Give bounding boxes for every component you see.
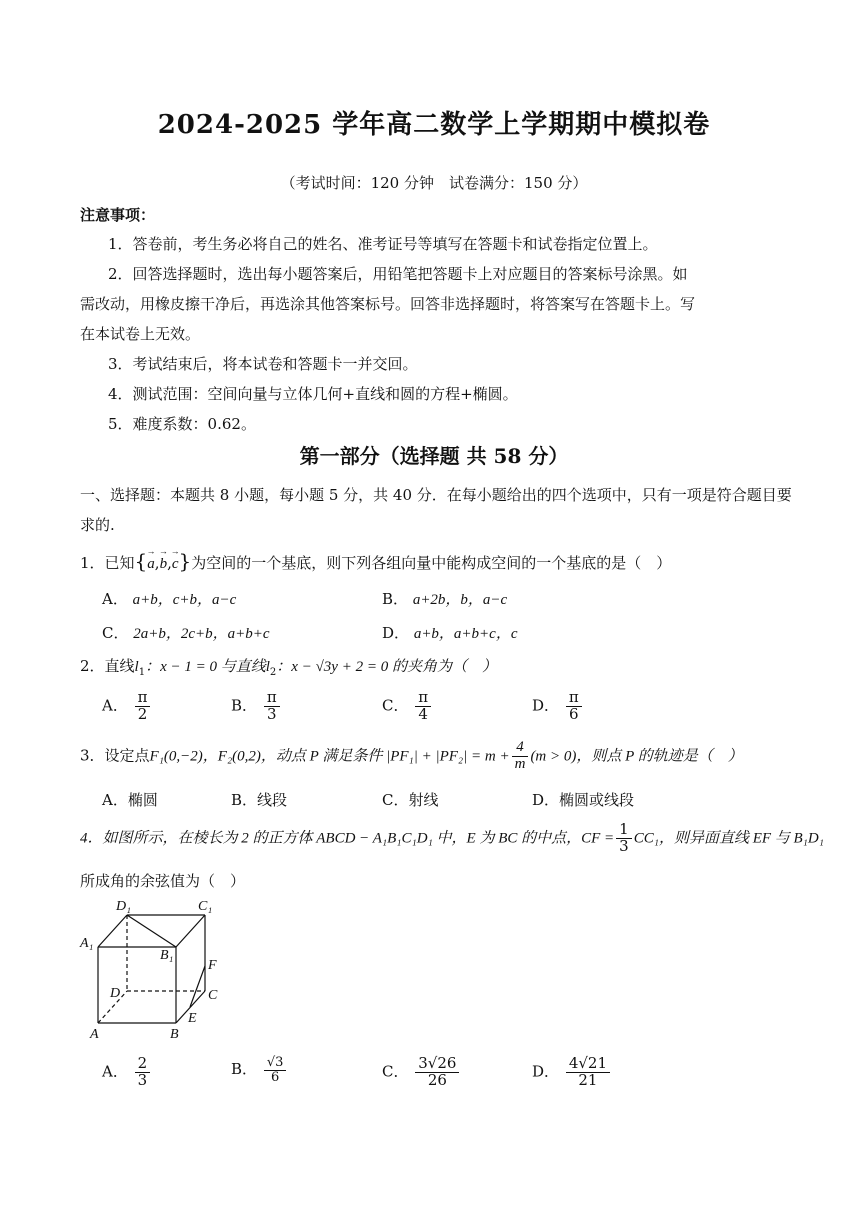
exam-info: （考试时间：120 分钟 试卷满分：150 分） (280, 174, 588, 192)
label-d: D (110, 986, 121, 1001)
question-2-option-a: A． $\frac{\pi}{2}$ (102, 690, 152, 723)
question-1-option-d: D． a+b，a+b+c，c (382, 624, 518, 642)
question-4-option-d: D． $\frac{4√21}{21}$ (532, 1056, 612, 1089)
notice-item: 1．答卷前，考生务必将自己的姓名、准考证号等填写在答题卡和试卷指定位置上。 (108, 235, 658, 253)
question-1-option-b: B． a+2b，b，a−c (382, 590, 508, 608)
question-2-option-c: C． $\frac{\pi}{4}$ (382, 690, 433, 723)
section-heading: 第一部分（选择题 共 58 分） (299, 444, 569, 468)
question-1-stem: 1．已知{→ a,→ b,→ c}为空间的一个基底，则下列各组向量中能构成空间的一个基底的是（ ） (80, 549, 671, 573)
edge-a1d1 (98, 915, 127, 947)
part-intro: 一、选择题：本题共 8 小题，每小题 5 分，共 40 分．在每小题给出的四个选项中，只有一项是符合题目要 (80, 486, 792, 504)
paper-title: 2024-2025 学年高二数学上学期期中模拟卷 (157, 110, 711, 140)
label-c1: C₁ (198, 899, 213, 914)
question-4-option-a: A． $\frac{2}{3}$ (102, 1056, 152, 1089)
label-e: E (188, 1011, 197, 1026)
notice-item: 需改动，用橡皮擦干净后，再选涂其他答案标号。回答非选择题时，将答案写在答题卡上。写 (80, 295, 696, 313)
label-d1: D₁ (116, 899, 131, 914)
question-3-option-c: C．射线 (382, 791, 439, 809)
question-3-stem: 3．设定点F₁(0,−2)，F₂(0,2)，动点 P 满足条件 |PF₁| + |PF₂| = m + $\frac{4}{m}$ (m > 0)，则点 P 的轨迹是（ ） (80, 739, 743, 772)
question-4-stem: 4．如图所示，在棱长为 2 的正方体 ABCD − A₁B₁C₁D₁ 中，E 为 BC 的中点，CF = $\frac{1}{3}$ CC₁，则异面直线 EF 与 B₁D₁ (80, 820, 824, 855)
label-f: F (208, 958, 217, 973)
question-2-option-d: D． $\frac{\pi}{6}$ (532, 690, 584, 723)
question-4-option-b: B． $\frac{√3}{6}$ (231, 1056, 288, 1084)
label-c: C (208, 988, 218, 1003)
question-4-stem-line2: 所成角的余弦值为（ ） (80, 872, 246, 890)
question-1-option-a: A． a+b，c+b，a−c (102, 590, 237, 608)
question-3-option-a: A．椭圆 (102, 791, 158, 809)
label-b1: B₁ (160, 948, 174, 963)
notice-item: 在本试卷上无效。 (80, 325, 201, 343)
notice-item: 4．测试范围：空间向量与立体几何+直线和圆的方程+椭圆。 (108, 385, 518, 403)
label-b: B (170, 1027, 179, 1042)
label-a: A (90, 1027, 99, 1042)
segment-b1d1 (127, 915, 176, 947)
question-2-stem: 2．直线$l_1$：x − 1 = 0 与直线$l_2$：x − √3y + 2 = 0 的夹角为（ ） (80, 657, 497, 678)
notice-item: 5．难度系数：0.62。 (108, 415, 256, 433)
question-1-option-c: C． 2a+b，2c+b，a+b+c (102, 624, 270, 642)
notice-heading: 注意事项： (80, 206, 156, 224)
part-intro: 求的. (80, 516, 115, 534)
notice-item: 3．考试结束后，将本试卷和答题卡一并交回。 (108, 355, 418, 373)
segment-ef (190, 966, 205, 1007)
cube-figure (76, 893, 236, 1045)
label-a1: A₁ (80, 936, 94, 951)
question-4-option-c: C． $\frac{3√26}{26}$ (382, 1056, 461, 1089)
question-2-option-b: B． $\frac{\pi}{3}$ (231, 690, 282, 723)
question-3-option-d: D．椭圆或线段 (532, 791, 635, 809)
notice-item: 2．回答选择题时，选出每小题答案后，用铅笔把答题卡上对应题目的答案标号涂黑。如 (108, 265, 688, 283)
edge-b1c1 (176, 915, 205, 947)
question-3-option-b: B．线段 (231, 791, 288, 809)
